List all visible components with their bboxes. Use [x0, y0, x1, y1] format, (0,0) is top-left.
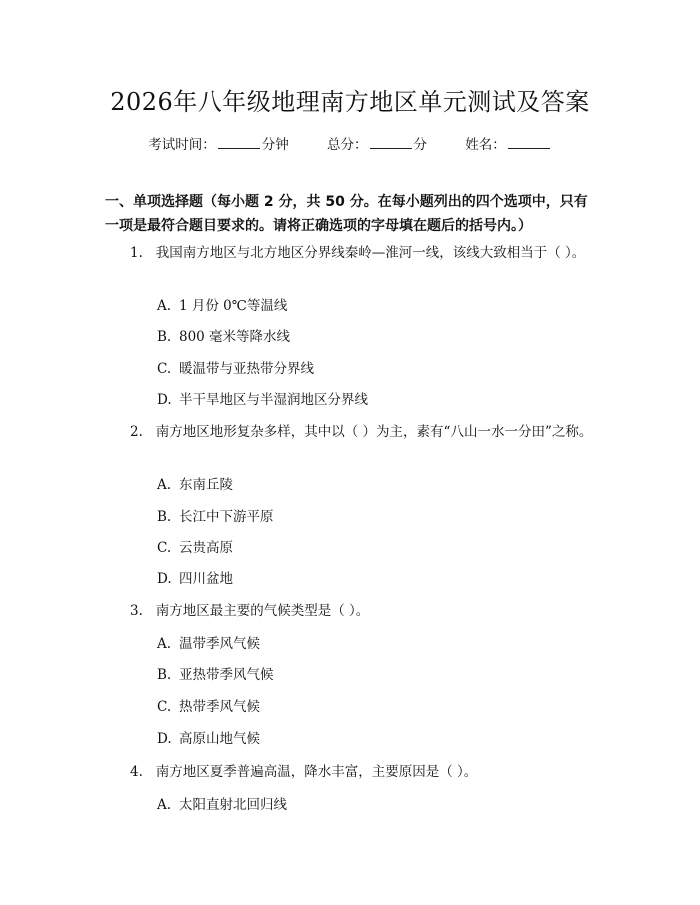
- question-2-option-b: [157, 507, 274, 527]
- question-3-option-a: [157, 634, 260, 654]
- name-field: [465, 133, 552, 153]
- option-text: 亚热带季风气候: [179, 667, 274, 683]
- question-text: 南方地区最主要的气候类型是（ ）。: [155, 603, 370, 619]
- exam-time-blank: [218, 136, 260, 149]
- question-stem: [105, 761, 600, 783]
- option-text: 四川盆地: [179, 571, 233, 587]
- name-blank: [508, 136, 550, 149]
- option-letter: C.: [157, 361, 172, 377]
- exam-time-unit: 分钟: [261, 137, 289, 153]
- exam-info-line: [0, 133, 700, 153]
- question-3-option-d: [157, 729, 260, 749]
- option-text: 800 毫米等降水线: [179, 329, 291, 345]
- question-3-option-b: [157, 665, 274, 685]
- option-text: 云贵高原: [179, 540, 233, 556]
- question-text: 南方地区地形复杂多样，其中以（ ）为主，素有“八山一水一分田”之称。: [155, 424, 593, 440]
- question-4-option-a: [157, 795, 287, 815]
- question-number: 1.: [130, 245, 143, 261]
- question-3-option-c: [157, 697, 260, 717]
- option-text: 温带季风气候: [179, 636, 260, 652]
- question-1-option-a: [157, 296, 287, 316]
- question-2: [105, 421, 600, 443]
- option-text: 暖温带与亚热带分界线: [179, 361, 314, 377]
- question-2-option-c: [157, 538, 233, 558]
- question-text: 我国南方地区与北方地区分界线秦岭—淮河一线，该线大致相当于（ ）。: [155, 245, 586, 261]
- question-stem: [105, 421, 600, 443]
- option-text: 东南丘陵: [179, 477, 233, 493]
- option-letter: C.: [157, 699, 172, 715]
- option-text: 太阳直射北回归线: [179, 797, 287, 813]
- option-letter: D.: [157, 392, 172, 408]
- question-stem: [105, 600, 600, 622]
- option-letter: A.: [157, 797, 172, 813]
- option-letter: B.: [157, 509, 172, 525]
- question-1-option-c: [157, 359, 314, 379]
- option-text: 热带季风气候: [179, 699, 260, 715]
- question-number: 2.: [130, 424, 143, 440]
- option-letter: B.: [157, 667, 172, 683]
- total-score-field: [327, 133, 427, 153]
- exam-time-label: 考试时间：: [148, 137, 216, 153]
- total-score-unit: 分: [413, 137, 427, 153]
- option-text: 1 月份 0℃等温线: [179, 298, 288, 314]
- section-heading: 一、单项选择题（每小题 2 分，共 50 分。在每小题列出的四个选项中，只有一项是最符合题目要求的。请将正确选项的字母填在题后的括号内。）: [105, 194, 588, 234]
- question-2-option-a: [157, 475, 233, 495]
- option-letter: B.: [157, 329, 172, 345]
- question-number: 3.: [130, 603, 143, 619]
- exam-time-field: [148, 133, 289, 153]
- name-label: 姓名：: [465, 137, 506, 153]
- question-text: 南方地区夏季普遍高温，降水丰富，主要原因是（ ）。: [155, 764, 478, 780]
- question-2-option-d: [157, 569, 233, 589]
- question-3: [105, 600, 600, 622]
- option-letter: A.: [157, 477, 172, 493]
- total-score-blank: [370, 136, 412, 149]
- total-score-label: 总分：: [327, 137, 368, 153]
- option-letter: C.: [157, 540, 172, 556]
- question-number: 4.: [130, 764, 143, 780]
- option-text: 半干旱地区与半湿润地区分界线: [179, 392, 368, 408]
- option-letter: A.: [157, 298, 172, 314]
- question-4: [105, 761, 600, 783]
- question-1-option-b: [157, 327, 290, 347]
- question-1: [105, 242, 600, 264]
- option-text: 长江中下游平原: [179, 509, 274, 525]
- option-letter: D.: [157, 571, 172, 587]
- option-letter: A.: [157, 636, 172, 652]
- option-letter: D.: [157, 731, 172, 747]
- question-stem: [105, 242, 600, 264]
- question-1-option-d: [157, 390, 368, 410]
- document-title: 2026年八年级地理南方地区单元测试及答案: [110, 88, 590, 116]
- option-text: 高原山地气候: [179, 731, 260, 747]
